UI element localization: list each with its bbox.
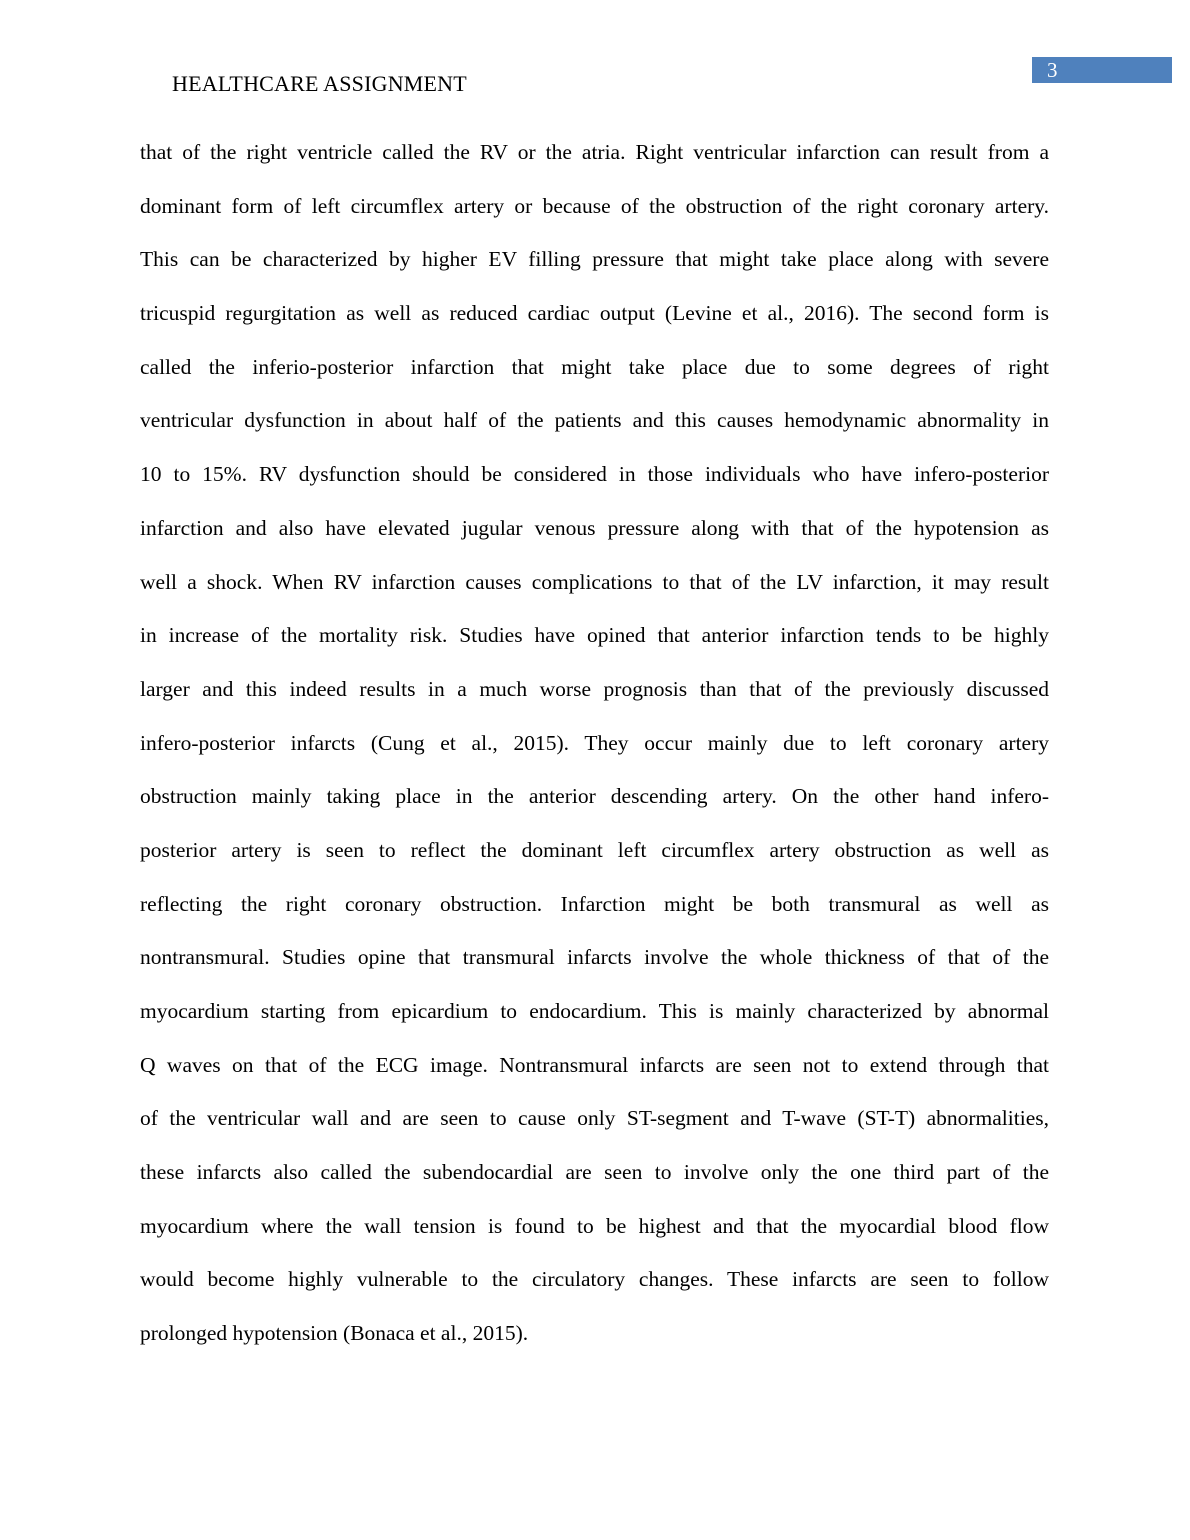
body-line: these infarcts also called the subendocardial are seen to involve only the one third part of the xyxy=(140,1160,1049,1185)
body-line: in increase of the mortality risk. Studies have opined that anterior infarction tends to be highly xyxy=(140,623,1049,648)
body-line: nontransmural. Studies opine that transmural infarcts involve the whole thickness of that of the xyxy=(140,945,1049,970)
body-line: posterior artery is seen to reflect the dominant left circumflex artery obstruction as well as xyxy=(140,837,1049,862)
body-line: called the inferio-posterior infarction that might take place due to some degrees of right xyxy=(140,354,1049,379)
body-line: Q waves on that of the ECG image. Nontransmural infarcts are seen not to extend through that xyxy=(140,1052,1049,1077)
running-head: HEALTHCARE ASSIGNMENT xyxy=(172,71,467,96)
body-line: This can be characterized by higher EV filling pressure that might take place along with severe xyxy=(140,247,1049,272)
body-line: 10 to 15%. RV dysfunction should be considered in those individuals who have infero-posterior xyxy=(140,462,1049,487)
page-number: 3 xyxy=(1047,58,1058,82)
body-paragraph xyxy=(140,126,1049,1361)
page-number-box xyxy=(1032,57,1172,83)
body-line: ventricular dysfunction in about half of the patients and this causes hemodynamic abnormality in xyxy=(140,408,1049,433)
body-line: infarction and also have elevated jugular venous pressure along with that of the hypotension as xyxy=(140,515,1049,540)
body-line: myocardium starting from epicardium to endocardium. This is mainly characterized by abnormal xyxy=(140,999,1049,1023)
body-line: myocardium where the wall tension is found to be highest and that the myocardial blood flow xyxy=(140,1213,1049,1238)
body-line: infero-posterior infarcts (Cung et al., 2015). They occur mainly due to left coronary artery xyxy=(140,730,1049,755)
body-line: tricuspid regurgitation as well as reduced cardiac output (Levine et al., 2016). The second form is xyxy=(140,301,1049,326)
body-line: would become highly vulnerable to the circulatory changes. These infarcts are seen to follow xyxy=(140,1267,1049,1292)
body-line: dominant form of left circumflex artery or because of the obstruction of the right coronary artery. xyxy=(140,193,1049,218)
body-line: of the ventricular wall and are seen to cause only ST-segment and T-wave (ST-T) abnormalities, xyxy=(140,1106,1049,1131)
body-line: larger and this indeed results in a much worse prognosis than that of the previously discussed xyxy=(140,676,1049,701)
body-line-last: prolonged hypotension (Bonaca et al., 2015). xyxy=(140,1321,529,1346)
body-line: that of the right ventricle called the RV or the atria. Right ventricular infarction can result from a xyxy=(140,140,1049,164)
body-line: reflecting the right coronary obstruction. Infarction might be both transmural as well as xyxy=(140,891,1049,916)
body-line: well a shock. When RV infarction causes complications to that of the LV infarction, it may result xyxy=(140,569,1049,594)
body-line: obstruction mainly taking place in the anterior descending artery. On the other hand infero- xyxy=(140,784,1049,809)
